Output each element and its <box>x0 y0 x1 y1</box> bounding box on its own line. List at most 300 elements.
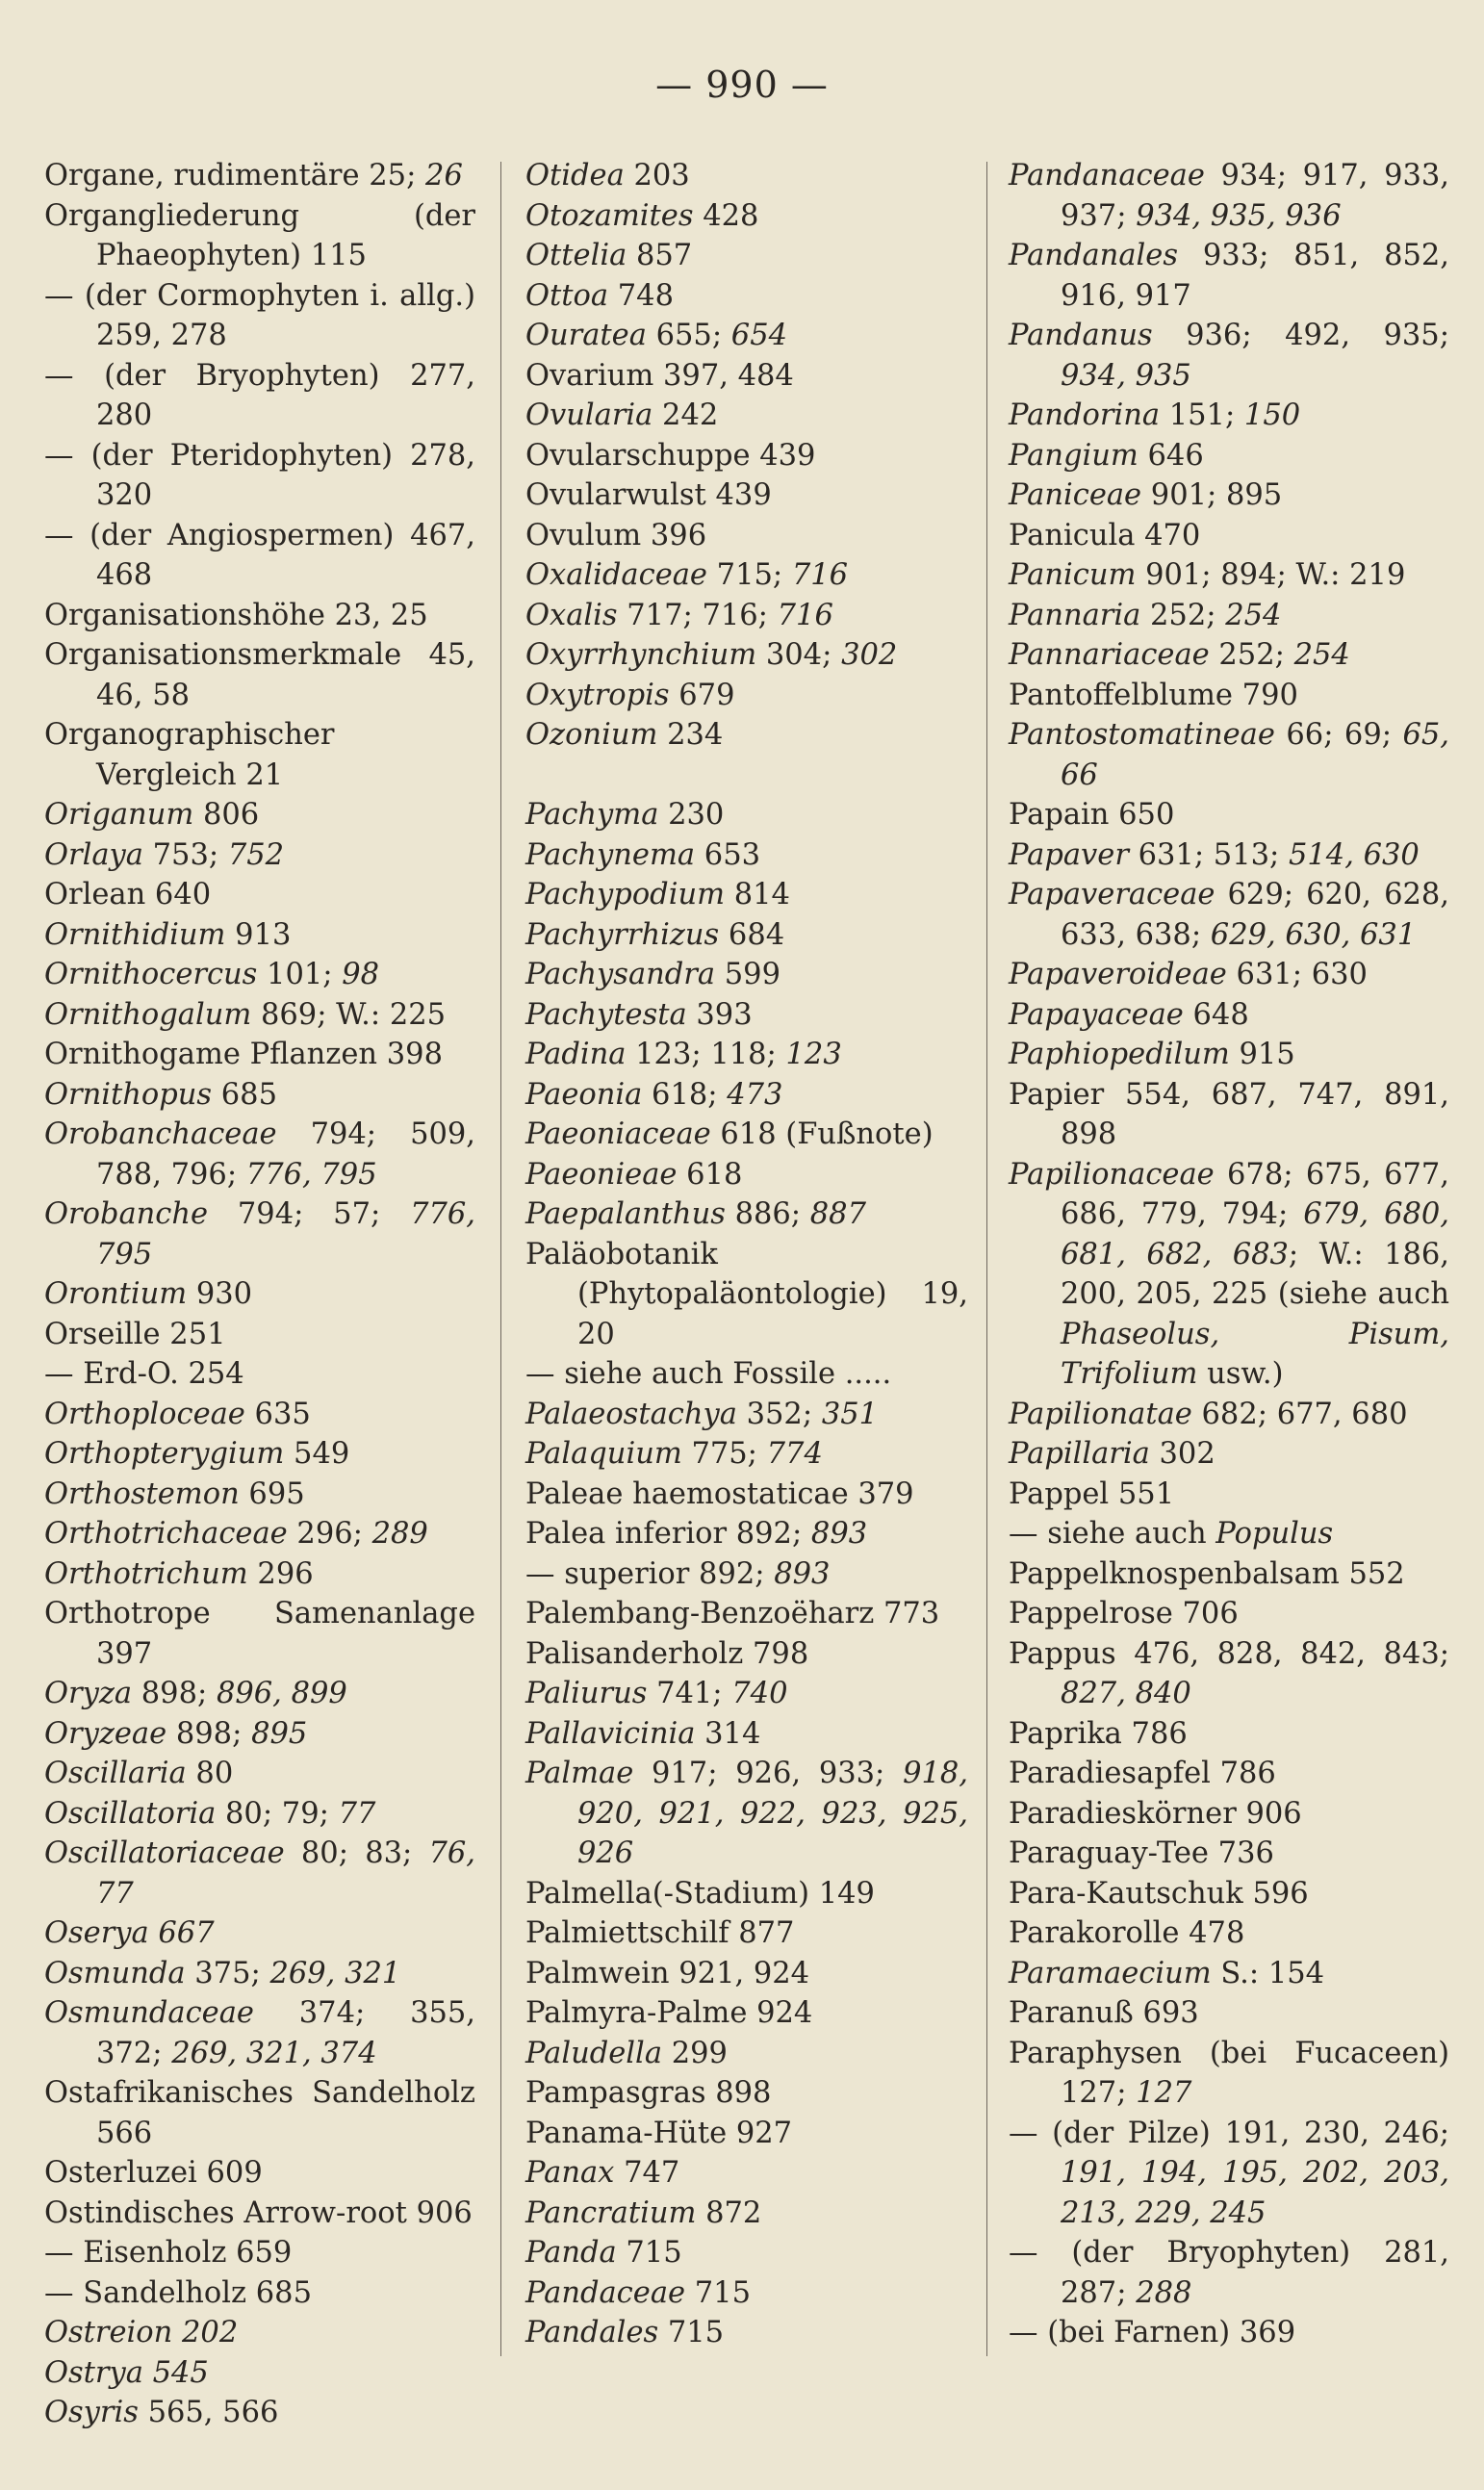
index-entry <box>1009 1634 1449 1714</box>
index-entry <box>525 276 968 317</box>
italic-text: Orobanchaceae <box>44 1117 277 1151</box>
entry-text: Pappelrose 706 <box>1009 1597 1239 1630</box>
italic-text: 774 <box>766 1437 823 1471</box>
entry-text: — siehe auch <box>1009 1517 1216 1551</box>
italic-text: Papaver <box>1009 837 1129 872</box>
entry-text: 242 <box>652 398 719 432</box>
italic-text: Ostrya <box>44 2355 143 2390</box>
italic-text: Papilionatae <box>1009 1397 1192 1431</box>
entry-text: Ovarium 397, 484 <box>525 358 794 393</box>
entry-text: — siehe auch Fossile ..... <box>525 1357 892 1391</box>
index-entry <box>1009 156 1449 236</box>
entry-text: Palea inferior 892; <box>525 1517 811 1551</box>
index-entry <box>525 2153 968 2194</box>
index-entry <box>525 635 968 676</box>
entry-text: 296 <box>247 1556 314 1591</box>
index-entry <box>1009 1714 1449 1755</box>
entry-text: 898; <box>132 1677 217 1710</box>
index-entry <box>44 2313 475 2353</box>
entry-text: 901; 894; W.: 219 <box>1136 558 1406 592</box>
index-entry <box>525 1754 968 1874</box>
italic-text: Origanum <box>44 798 194 832</box>
entry-text: 748 <box>608 278 674 313</box>
entry-text: 629; 620, 628, 633, 638; <box>1061 878 1449 952</box>
italic-text: Ozonium <box>525 718 658 752</box>
entry-text: 775; <box>681 1437 767 1471</box>
entry-text: 635 <box>244 1397 311 1431</box>
italic-text: 289 <box>371 1517 428 1551</box>
entry-text: 655; <box>646 319 731 352</box>
entry-text: Palisanderholz 798 <box>525 1636 809 1671</box>
entry-text: Organisationshöhe 23, 25 <box>44 598 428 632</box>
index-entry <box>44 1115 475 1194</box>
entry-text: 230 <box>658 798 725 832</box>
index-entry <box>525 356 968 397</box>
italic-text: 896, 899 <box>216 1677 347 1710</box>
italic-text: Pachypodium <box>525 878 726 911</box>
italic-text: Paeonia <box>525 1077 643 1112</box>
italic-text: Orthotrichaceae <box>44 1517 288 1551</box>
index-entry <box>44 2353 475 2394</box>
italic-text: Ornithocercus <box>44 958 258 991</box>
italic-text: Oxyrrhynchium <box>525 638 757 672</box>
index-entry <box>44 2073 475 2153</box>
index-entry <box>525 1235 968 1355</box>
page-number: — 990 — <box>655 64 829 106</box>
italic-text: Ovularia <box>525 398 653 432</box>
italic-text: Pandaceae <box>525 2275 686 2310</box>
italic-text: Palaquium <box>525 1437 682 1471</box>
entry-text: Palembang-Benzoëharz 773 <box>525 1597 940 1630</box>
index-entry <box>525 1874 968 1914</box>
index-entry <box>1009 2034 1449 2114</box>
italic-text: Oxytropis <box>525 678 670 712</box>
entry-text: Osterluzei 609 <box>44 2156 263 2190</box>
italic-text: Panax <box>525 2156 615 2190</box>
italic-text: 77 <box>338 1796 376 1831</box>
index-entry <box>44 1913 475 1954</box>
italic-text: 934, 935 <box>1061 358 1191 393</box>
entry-text: 299 <box>662 2036 728 2070</box>
italic-text: 654 <box>730 319 788 352</box>
entry-text: 234 <box>657 718 724 752</box>
italic-text: Pannaria <box>1009 598 1141 632</box>
index-entry <box>525 596 968 636</box>
index-entry <box>525 1954 968 1994</box>
index-entry <box>44 2194 475 2234</box>
italic-text: 776, 795 <box>96 1197 475 1271</box>
entry-text: — (der Bryophyten) 281, 287; <box>1009 2236 1449 2310</box>
entry-text: — Erd-O. 254 <box>44 1357 244 1391</box>
index-column-3 <box>1009 156 1449 2353</box>
index-entry <box>525 835 968 876</box>
entry-text: Orseille 251 <box>44 1317 226 1351</box>
index-entry <box>525 1594 968 1634</box>
italic-text: 191, 194, 195, 202, 203, 213, 229, 245 <box>1061 2156 1449 2230</box>
index-entry <box>525 2273 968 2314</box>
italic-text: Pachyrrhizus <box>525 917 720 952</box>
entry-text: 934; 917, 933, 937; <box>1061 159 1449 233</box>
entry-text: Orlean 640 <box>44 878 212 911</box>
entry-text: 747 <box>614 2156 680 2190</box>
index-entry <box>525 915 968 956</box>
entry-text: Papier 554, 687, 747, 891, 898 <box>1009 1077 1449 1151</box>
index-entry <box>525 715 968 756</box>
entry-text: 565, 566 <box>138 2396 279 2429</box>
index-entry <box>1009 1395 1449 1435</box>
index-entry <box>525 795 968 835</box>
italic-text: Oscillaria <box>44 1757 187 1790</box>
italic-text: 776, 795 <box>245 1157 377 1192</box>
index-entry <box>44 1954 475 1994</box>
entry-text: 678; 675, 677, 686, 779, 794; <box>1061 1157 1449 1231</box>
italic-text: 827, 840 <box>1061 1677 1191 1710</box>
index-entry <box>525 196 968 237</box>
italic-text: Pachyma <box>525 798 659 832</box>
index-entry <box>44 635 475 715</box>
index-entry <box>1009 475 1449 516</box>
entry-text: Panama-Hüte 927 <box>525 2116 793 2150</box>
entry-text: Organe, rudimentäre 25; <box>44 159 426 193</box>
entry-text: 374; 355, 372; <box>96 1996 475 2070</box>
index-entry <box>1009 555 1449 596</box>
italic-text: Phaseolus, Pisum, Trifolium <box>1061 1317 1449 1391</box>
index-entry <box>1009 1594 1449 1634</box>
index-entry <box>525 1554 968 1595</box>
index-entry <box>44 835 475 876</box>
index-entry <box>44 1594 475 1674</box>
index-entry <box>44 2393 475 2433</box>
index-entry <box>44 2233 475 2273</box>
index-entry <box>44 1475 475 1515</box>
entry-text: 753; <box>142 837 228 872</box>
italic-text: Osmunda <box>44 1956 186 1990</box>
entry-text: 898; <box>166 1716 252 1751</box>
italic-text: Pandales <box>525 2316 659 2349</box>
entry-text: ; W.: 186, 200, 205, 225 (siehe auch <box>1061 1237 1449 1311</box>
entry-text: Pampasgras 898 <box>525 2076 772 2110</box>
index-entry <box>1009 2114 1449 2234</box>
italic-text: 895 <box>251 1716 308 1751</box>
entry-text: Pappus 476, 828, 842, 843; <box>1009 1636 1449 1671</box>
entry-text: Paleae haemostaticae 379 <box>525 1476 914 1511</box>
italic-text: Pachynema <box>525 837 696 872</box>
entry-text: usw.) <box>1197 1357 1284 1391</box>
index-entry <box>525 1155 968 1195</box>
index-entry <box>1009 236 1449 316</box>
entry-text: 717; 716; <box>617 598 778 632</box>
italic-text: Pandanaceae <box>1009 159 1205 193</box>
entry-text: 913 <box>225 917 292 952</box>
index-entry <box>525 2073 968 2114</box>
index-entry <box>525 2233 968 2273</box>
index-entry <box>1009 1155 1449 1395</box>
index-entry <box>1009 436 1449 476</box>
index-entry <box>1009 1834 1449 1874</box>
entry-text: 252; <box>1209 638 1294 672</box>
index-entry <box>1009 396 1449 436</box>
column-divider <box>500 162 501 2356</box>
italic-text: Papaveroideae <box>1009 958 1227 991</box>
entry-text: Paradieskörner 906 <box>1009 1796 1302 1831</box>
index-entry <box>44 1674 475 1714</box>
entry-text: 684 <box>719 917 785 952</box>
entry-text: — Sandelholz 685 <box>44 2275 312 2310</box>
index-entry <box>525 1514 968 1554</box>
index-entry <box>44 1834 475 1913</box>
italic-text: Ottelia <box>525 239 627 272</box>
index-entry <box>1009 316 1449 396</box>
index-entry <box>1009 795 1449 835</box>
italic-text: 752 <box>227 837 285 872</box>
italic-text: Orlaya <box>44 837 143 872</box>
entry-text: 599 <box>715 958 780 991</box>
italic-text: 302 <box>841 638 898 672</box>
entry-text: 203 <box>624 159 690 193</box>
italic-text: 716 <box>791 558 849 592</box>
entry-text: — (bei Farnen) 369 <box>1009 2316 1296 2349</box>
italic-text: 629, 630, 631 <box>1210 917 1417 952</box>
italic-text: 351 <box>821 1397 879 1431</box>
entry-text: Organgliederung (der Phaeophyten) 115 <box>44 198 475 272</box>
entry-text: 872 <box>696 2195 762 2230</box>
index-entry <box>525 1674 968 1714</box>
entry-text: Ostafrikanisches Sandelholz 566 <box>44 2076 475 2150</box>
italic-text: 740 <box>731 1677 788 1710</box>
index-entry <box>525 995 968 1036</box>
index-entry <box>525 555 968 596</box>
index-entry <box>1009 676 1449 716</box>
entry-text: 549 <box>284 1437 350 1471</box>
entry-text: Paläobotanik (Phytopaläontologie) 19, 20 <box>525 1237 968 1351</box>
index-entry <box>1009 596 1449 636</box>
index-entry <box>525 2194 968 2234</box>
italic-text: 667 <box>158 1916 215 1950</box>
index-column-1 <box>44 156 475 2433</box>
italic-text: Paeonieae <box>525 1157 678 1192</box>
entry-text: Organographischer Vergleich 21 <box>44 718 335 792</box>
entry-text: Paraphysen (bei Fucaceen) 127; <box>1009 2036 1449 2110</box>
entry-text: 685 <box>212 1077 277 1112</box>
italic-text: Ornithogalum <box>44 997 252 1032</box>
entry-text: 917; 926, 933; <box>633 1757 904 1790</box>
entry-text: 80; 83; <box>284 1836 429 1870</box>
italic-text: Panda <box>525 2236 617 2270</box>
entry-text: Palmyra-Palme 924 <box>525 1996 813 2030</box>
index-entry <box>1009 1475 1449 1515</box>
index-entry <box>1009 2233 1449 2313</box>
entry-text: 393 <box>686 997 753 1032</box>
entry-text: Panicula 470 <box>1009 518 1201 552</box>
entry-text: — (der Cormophyten i. allg.) 259, 278 <box>44 278 475 352</box>
index-entry <box>1009 1754 1449 1794</box>
italic-text: 473 <box>727 1077 783 1112</box>
entry-text: 646 <box>1138 438 1204 473</box>
entry-text: 618; <box>642 1077 728 1112</box>
index-entry <box>44 2153 475 2194</box>
entry-text: Orthotrope Samenanlage 397 <box>44 1597 475 1671</box>
entry-text: Ovularschuppe 439 <box>525 438 816 473</box>
index-entry <box>1009 1913 1449 1954</box>
entry-text: 794; 509, 788, 796; <box>96 1117 475 1192</box>
italic-text: Orthostemon <box>44 1476 240 1511</box>
italic-text: Oxalidaceae <box>525 558 707 592</box>
index-entry <box>1009 1434 1449 1475</box>
italic-text: Ottoa <box>525 278 609 313</box>
italic-text: 127 <box>1136 2076 1192 2110</box>
index-entry <box>525 1075 968 1116</box>
italic-text: Palaeostachya <box>525 1397 737 1431</box>
entry-text: 123; 118; <box>626 1038 786 1071</box>
entry-text: 715; <box>706 558 792 592</box>
entry-text: 933; 851, 852, 916, 917 <box>1061 239 1449 313</box>
index-entry <box>44 156 475 196</box>
index-entry <box>525 516 968 556</box>
entry-text: 679 <box>669 678 735 712</box>
entry-text: 857 <box>627 239 693 272</box>
entry-text: Paraguay-Tee 736 <box>1009 1836 1274 1870</box>
italic-text: 934, 935, 936 <box>1136 198 1342 233</box>
index-entry <box>44 1354 475 1395</box>
index-entry <box>525 1194 968 1235</box>
entry-text: 794; 57; <box>208 1197 411 1231</box>
italic-text: Palmae <box>525 1757 634 1790</box>
italic-text: Otozamites <box>525 198 694 233</box>
index-entry <box>44 795 475 835</box>
index-entry <box>525 475 968 516</box>
entry-text: 352; <box>736 1397 822 1431</box>
italic-text: 918, 920, 921, 922, 923, 925, 926 <box>577 1757 968 1870</box>
index-entry <box>525 236 968 276</box>
index-entry <box>525 676 968 716</box>
italic-text: 288 <box>1136 2275 1192 2310</box>
italic-text: Ornithopus <box>44 1077 213 1112</box>
index-entry <box>1009 835 1449 876</box>
italic-text: Pandanales <box>1009 239 1178 272</box>
entry-text: 869; W.: 225 <box>251 997 447 1032</box>
entry-text: 715 <box>685 2275 751 2310</box>
italic-text: Papayaceae <box>1009 997 1184 1032</box>
entry-text: Organisationsmerkmale 45, 46, 58 <box>44 638 475 712</box>
italic-text: Orthoploceae <box>44 1397 245 1431</box>
index-entry <box>525 156 968 196</box>
entry-text: — (der Angiospermen) 467, 468 <box>44 518 475 592</box>
italic-text: Oryza <box>44 1677 133 1710</box>
entry-text: 741; <box>647 1677 732 1710</box>
index-entry <box>525 955 968 995</box>
index-entry <box>525 1434 968 1475</box>
entry-text: S.: 154 <box>1211 1956 1325 1990</box>
entry-text: 101; <box>257 958 343 991</box>
entry-text: — (der Pilze) 191, 230, 246; <box>1009 2116 1449 2150</box>
entry-text: 653 <box>695 837 761 872</box>
index-entry <box>44 596 475 636</box>
entry-text: 375; <box>185 1956 270 1990</box>
index-entry <box>44 356 475 436</box>
entry-text: — superior 892; <box>525 1556 775 1591</box>
italic-text: Otidea <box>525 159 625 193</box>
entry-text: 80 <box>186 1757 234 1790</box>
entry-text: 252; <box>1140 598 1226 632</box>
index-entry <box>44 1754 475 1794</box>
entry-text: 618 <box>677 1157 743 1192</box>
italic-text: Pachysandra <box>525 958 716 991</box>
italic-text: Orontium <box>44 1277 188 1311</box>
entry-text: Palmella(-Stadium) 149 <box>525 1876 875 1911</box>
italic-text: Pancratium <box>525 2195 697 2230</box>
entry-text: 428 <box>693 198 759 233</box>
index-entry <box>44 276 475 356</box>
entry-text: Para-Kautschuk 596 <box>1009 1876 1309 1911</box>
index-entry <box>1009 1794 1449 1835</box>
entry-text: 715 <box>658 2316 725 2349</box>
entry-text: Ornithogame Pflanzen 398 <box>44 1038 443 1071</box>
index-entry <box>525 1115 968 1155</box>
index-entry <box>1009 2313 1449 2353</box>
italic-text: 893 <box>810 1517 868 1551</box>
index-entry <box>525 875 968 915</box>
italic-text: Paniceae <box>1009 478 1142 512</box>
italic-text: 254 <box>1293 638 1350 672</box>
index-entry <box>44 1554 475 1595</box>
italic-text: Oryzeae <box>44 1716 167 1751</box>
index-entry <box>525 1395 968 1435</box>
italic-text: 254 <box>1225 598 1282 632</box>
index-entry <box>1009 1874 1449 1914</box>
entry-text: Ovularwulst 439 <box>525 478 772 512</box>
italic-text: Oscillatoria <box>44 1796 217 1831</box>
entry-text: Ostindisches Arrow-root 906 <box>44 2195 473 2230</box>
entry-text: 930 <box>187 1277 253 1311</box>
entry-text: Palmiettschilf 877 <box>525 1916 795 1950</box>
italic-text: Ostreion <box>44 2316 173 2349</box>
italic-text: Paeoniaceae <box>525 1117 711 1151</box>
italic-text: Panicum <box>1009 558 1137 592</box>
italic-text: Pandanus <box>1009 319 1153 352</box>
italic-text: 545 <box>152 2355 209 2390</box>
italic-text: Padina <box>525 1038 627 1071</box>
entry-text: Paprika 786 <box>1009 1716 1188 1751</box>
index-entry <box>44 1075 475 1116</box>
italic-text: Pachytesta <box>525 997 687 1032</box>
entry-text: 806 <box>193 798 260 832</box>
index-entry <box>1009 1954 1449 1994</box>
index-entry <box>44 1714 475 1755</box>
index-entry <box>525 1354 968 1395</box>
italic-text: 76, 77 <box>96 1836 475 1911</box>
entry-text: 886; <box>725 1197 810 1231</box>
index-entry <box>44 1434 475 1475</box>
index-entry <box>525 1475 968 1515</box>
index-entry <box>1009 516 1449 556</box>
index-entry <box>44 1315 475 1355</box>
italic-text: 150 <box>1243 398 1301 432</box>
italic-text: Pannariaceae <box>1009 638 1210 672</box>
entry-text: 648 <box>1183 997 1249 1032</box>
entry-text: Parakorolle 478 <box>1009 1916 1245 1950</box>
italic-text: 269, 321 <box>269 1956 401 1990</box>
index-entry <box>44 196 475 276</box>
index-entry <box>525 396 968 436</box>
entry-text: 682; 677, 680 <box>1191 1397 1408 1431</box>
italic-text: Osyris <box>44 2396 139 2429</box>
italic-text: 202 <box>182 2316 239 2349</box>
entry-text: 314 <box>695 1716 761 1751</box>
entry-text: 631; 630 <box>1226 958 1368 991</box>
index-entry <box>1009 1514 1449 1554</box>
italic-text: Orobanche <box>44 1197 209 1231</box>
entry-text: Ovulum 396 <box>525 518 707 552</box>
